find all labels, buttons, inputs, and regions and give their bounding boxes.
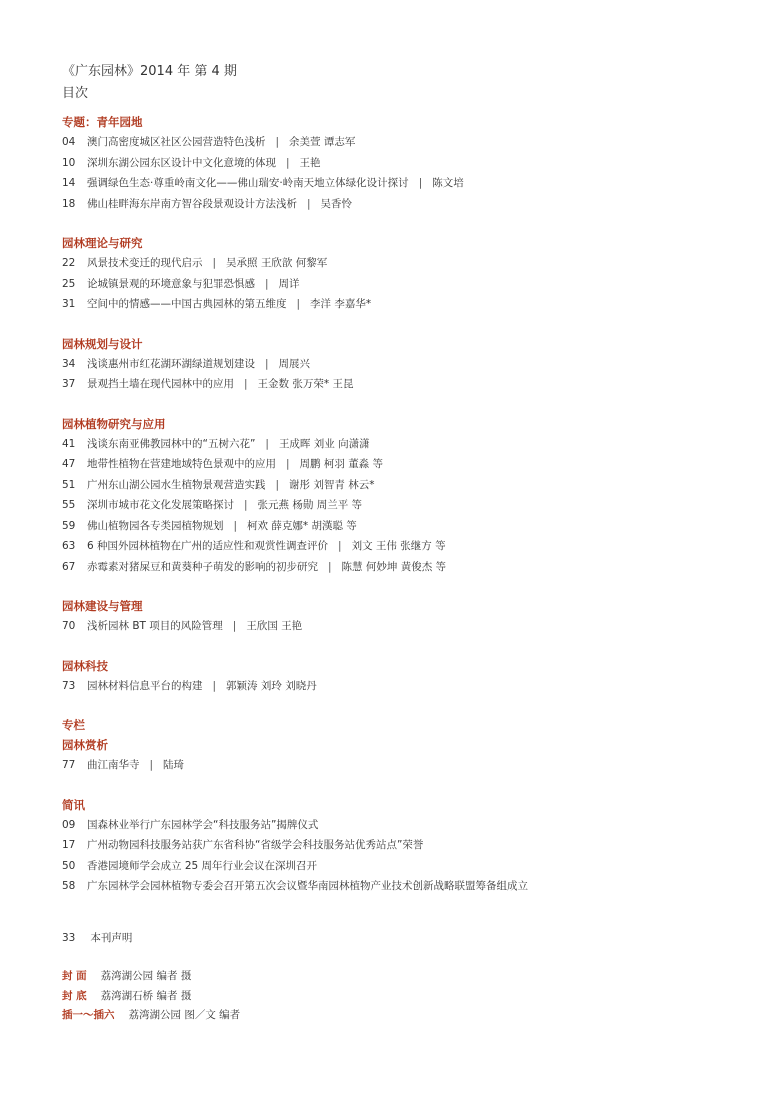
toc-entry[interactable]	[62, 835, 742, 856]
page-number: 22	[62, 257, 76, 269]
entry-authors: 李洋 李嘉华*	[310, 298, 372, 310]
entry-authors: 郭颖涛 刘玲 刘晓丹	[226, 679, 317, 692]
toc-entry[interactable]	[62, 132, 742, 153]
toc-section	[62, 715, 742, 776]
entry-authors: 王金数 张万荣* 王昆	[257, 378, 354, 390]
entry-title: 浅谈惠州市红花湖环湖绿道规划建设	[87, 357, 255, 370]
credit-text: 荔湾湖石桥 编者 摄	[100, 989, 192, 1002]
entry-title: 深圳市城市花文化发展策略探讨	[87, 499, 234, 511]
credit-text: 荔湾湖公园 编者 摄	[100, 970, 192, 982]
entry-title: 地带性植物在营建地域特色景观中的应用	[87, 458, 276, 470]
entry-title: 佛山植物园各专类园植物规划	[87, 519, 224, 532]
entry-title: 景观挡土墙在现代园林中的应用	[87, 378, 234, 390]
toc-section	[62, 795, 742, 897]
page-number: 70	[62, 620, 76, 632]
toc-entry[interactable]	[62, 274, 742, 295]
page-number: 58	[62, 880, 76, 892]
credit-label: 封 面	[62, 970, 87, 982]
section-title: 园林建设与管理	[62, 599, 143, 613]
toc-entry[interactable]	[62, 557, 742, 578]
page-number: 67	[62, 560, 76, 573]
toc-entry[interactable]	[62, 194, 742, 215]
entry-title: 广州东山湖公园水生植物景观营造实践	[87, 478, 266, 491]
entry-authors: 王艳	[299, 156, 321, 169]
entry-title: 园林材料信息平台的构建	[87, 679, 203, 692]
toc-entry[interactable]	[62, 495, 742, 516]
separator: |	[286, 156, 290, 169]
toc-entry[interactable]	[62, 294, 742, 315]
entry-authors: 周展兴	[278, 357, 311, 370]
separator: |	[307, 197, 311, 210]
separator: |	[286, 458, 290, 470]
entry-title: 本刊声明	[90, 932, 133, 944]
entry-title: 风景技术变迁的现代启示	[87, 257, 203, 269]
page-number: 63	[62, 540, 76, 552]
page-number: 73	[62, 679, 76, 692]
toc-entry[interactable]	[62, 253, 742, 274]
entry-title: 国森林业举行广东园林学会“科技服务站”揭牌仪式	[87, 818, 319, 831]
section-title: 园林植物研究与应用	[62, 416, 166, 431]
page-number: 41	[62, 437, 76, 450]
entry-authors: 张元燕 杨勋 周兰平 等	[257, 499, 363, 511]
entry-authors: 王欣国 王艳	[246, 620, 303, 632]
toc-sections	[62, 112, 742, 916]
page-number: 37	[62, 378, 76, 390]
separator: |	[149, 759, 154, 771]
toc-section	[62, 414, 742, 578]
toc-entry[interactable]	[62, 856, 742, 877]
credit-label: 封 底	[62, 989, 87, 1002]
toc-entry[interactable]	[62, 374, 742, 395]
toc-entry[interactable]	[62, 454, 742, 475]
credit-line	[62, 1006, 240, 1026]
entry-title: 浅谈东南亚佛教园林中的“五树六花”	[87, 437, 256, 450]
section-title: 园林理论与研究	[62, 236, 143, 250]
entry-authors: 吴香怜	[320, 197, 353, 210]
separator: |	[275, 478, 280, 491]
page-number: 34	[62, 357, 76, 370]
section-title: 简讯	[62, 797, 85, 812]
toc-entry[interactable]	[62, 616, 742, 637]
toc-entry[interactable]	[62, 536, 742, 557]
separator: |	[418, 177, 423, 189]
page-number: 09	[62, 818, 76, 831]
entry-authors: 吴承照 王欣歆 何黎军	[226, 257, 328, 269]
toc-section	[62, 334, 742, 395]
toc-entry[interactable]	[62, 755, 742, 776]
toc-entry-statement[interactable]	[62, 928, 132, 948]
separator: |	[265, 277, 269, 290]
page-number: 10	[62, 156, 76, 169]
entry-authors: 谢彤 刘智青 林云*	[289, 478, 375, 491]
entry-title: 广东园林学会园林植物专委会召开第五次会议暨华南园林植物产业技术创新战略联盟筹备组成立	[87, 880, 528, 892]
entry-title: 6 种国外园林植物在广州的适应性和观赏性调查评价	[87, 540, 329, 552]
separator: |	[244, 378, 248, 390]
page-number: 33	[62, 932, 76, 944]
entry-title: 广州动物园科技服务站获广东省科协“省级学会科技服务站优秀站点”荣誉	[87, 839, 424, 851]
toc-section	[62, 656, 742, 697]
toc-entry[interactable]	[62, 173, 742, 194]
credit-label: 插一～插六	[62, 1009, 115, 1021]
page-number: 77	[62, 759, 76, 771]
entry-authors: 陈文培	[432, 177, 464, 189]
page-number: 47	[62, 458, 76, 470]
entry-authors: 柯欢 薛克娜* 胡漢聪 等	[247, 519, 357, 532]
page-number: 17	[62, 839, 76, 851]
entry-authors: 王成晖 刘业 向潇潇	[278, 437, 370, 450]
separator: |	[233, 519, 238, 532]
entry-title: 香港园境师学会成立 25 周年行业会议在深圳召开	[87, 859, 318, 872]
entry-title: 浅析园林 BT 项目的风险管理	[87, 620, 223, 632]
section-title: 专栏	[62, 718, 85, 732]
entry-title: 强调绿色生态·尊重岭南文化——佛山瑞安·岭南天地立体绿化设计探讨	[87, 177, 409, 189]
entry-title: 曲江南华寺	[87, 759, 140, 771]
entry-title: 深圳东湖公园东区设计中文化意境的体现	[87, 156, 276, 169]
toc-section	[62, 233, 742, 315]
toc-entry[interactable]	[62, 354, 742, 375]
entry-title: 澳门高密度城区社区公园营造特色浅析	[87, 136, 266, 148]
entry-title: 空间中的情感——中国古典园林的第五维度	[87, 298, 287, 310]
entry-authors: 刘文 王伟 张继方 等	[351, 540, 446, 552]
credit-line	[62, 987, 240, 1007]
page-number: 50	[62, 859, 76, 872]
toc-entry[interactable]	[62, 475, 742, 496]
page-number: 51	[62, 478, 76, 491]
page-number: 04	[62, 136, 76, 148]
toc-section	[62, 112, 742, 214]
credit-line	[62, 967, 240, 987]
page-number: 59	[62, 519, 76, 532]
separator: |	[232, 620, 237, 632]
entry-title: 佛山桂畔海东岸南方智谷段景观设计方法浅析	[87, 197, 297, 210]
entry-authors: 周鹏 柯羽 董淼 等	[299, 458, 384, 470]
separator: |	[265, 437, 269, 450]
entry-authors: 陈慧 何妙坤 黄俊杰 等	[341, 560, 447, 573]
toc-entry[interactable]	[62, 153, 742, 174]
section-title: 园林科技	[62, 658, 108, 673]
toc-section	[62, 596, 742, 637]
credit-text: 荔湾湖公园 图／文 编者	[128, 1009, 241, 1021]
entry-title: 赤霉素对猪屎豆和黄葵种子萌发的影响的初步研究	[87, 560, 318, 573]
page-number: 14	[62, 177, 76, 189]
toc-entry[interactable]	[62, 815, 742, 836]
entry-title: 论城镇景观的环境意象与犯罪恐惧感	[87, 277, 255, 290]
entry-authors: 陆琦	[163, 759, 185, 771]
journal-issue-title: 《广东园林》2014 年 第 4 期	[62, 64, 237, 79]
section-title: 园林规划与设计	[62, 336, 143, 351]
toc-entry[interactable]	[62, 876, 742, 897]
separator: |	[244, 499, 248, 511]
separator: |	[296, 298, 301, 310]
toc-entry[interactable]	[62, 516, 742, 537]
separator: |	[275, 136, 280, 148]
page-number: 31	[62, 298, 76, 310]
entry-authors: 周详	[278, 277, 300, 290]
section-title: 园林赏析	[62, 738, 108, 752]
separator: |	[212, 257, 217, 269]
separator: |	[328, 560, 332, 573]
separator: |	[265, 357, 269, 370]
toc-entry[interactable]	[62, 434, 742, 455]
toc-entry[interactable]	[62, 676, 742, 697]
page-number: 55	[62, 499, 76, 511]
toc-heading: 目次	[62, 86, 89, 101]
entry-authors: 余美萱 谭志军	[289, 136, 356, 148]
page-number: 18	[62, 197, 76, 210]
separator: |	[212, 679, 217, 692]
section-title: 专题：青年园地	[62, 115, 143, 129]
page-number: 25	[62, 277, 76, 290]
separator: |	[338, 540, 342, 552]
image-credits	[62, 967, 240, 1026]
